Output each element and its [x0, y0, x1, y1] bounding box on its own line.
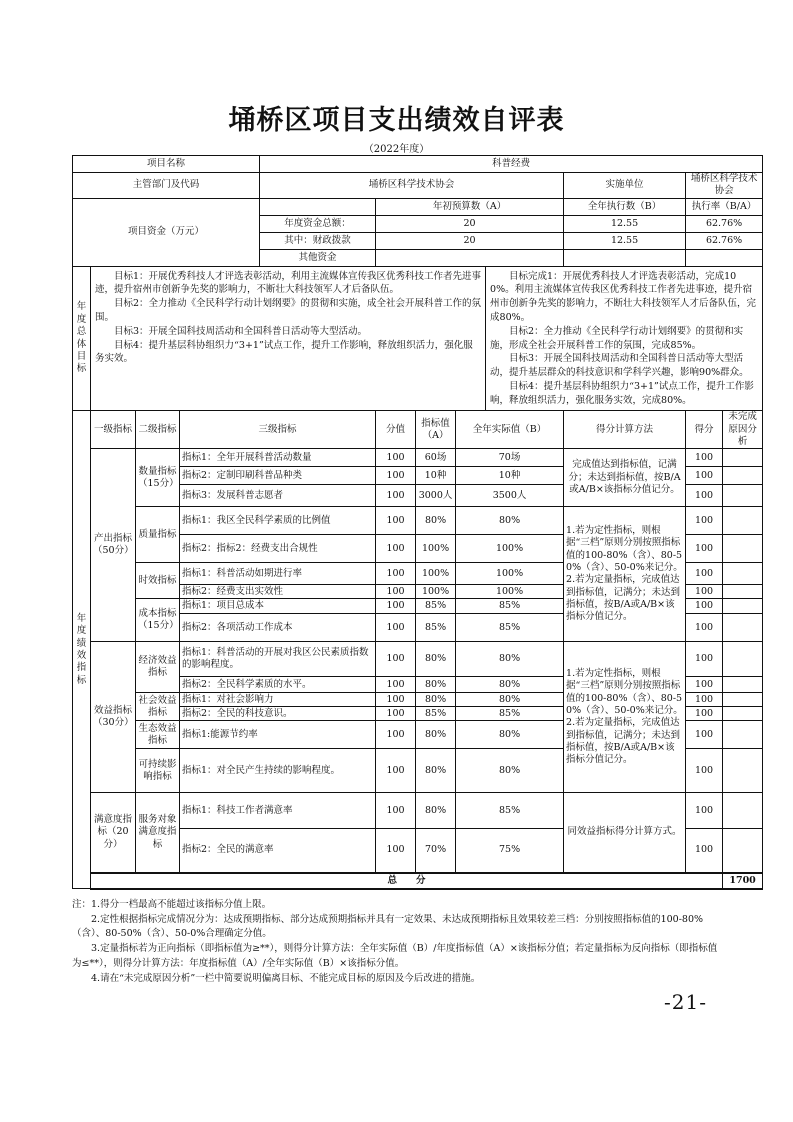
indicator-score: 100	[686, 721, 723, 749]
indicator-target: 80%	[416, 721, 456, 749]
goal-completion: 目标3：开展全国科技周活动和全国科普日活动等大型活动，提升基层群众的科技意识和学科学兴趣，影响90%群众。	[490, 353, 749, 379]
page-number: -21-	[664, 990, 707, 1014]
indicator-name: 指标1：我区全民科学素质的比例值	[180, 507, 376, 535]
implementing-unit-value: 埇桥区科学技术协会	[686, 173, 763, 199]
timeliness-subgroup-label: 时效指标	[136, 563, 180, 599]
indicator-weight: 100	[376, 707, 416, 721]
indicator-name: 指标3：发展科普志愿者	[180, 485, 376, 507]
indicator-weight: 100	[376, 599, 416, 614]
indicator-name: 指标1：对社会影响力	[180, 693, 376, 707]
goal-completion: 目标完成1：开展优秀科技人才评选表彰活动，完成100%。利用主流媒体宣传我区优秀科技工作者先进事迹，提升宿州市创新争先奖的影响力，不断壮大科技领军人才后备队伍，完成80%。	[490, 270, 757, 323]
indicator-row	[73, 449, 763, 467]
indicator-target: 85%	[416, 707, 456, 721]
quantity-subgroup-label: 数量指标（15分）	[136, 449, 180, 507]
indicator-weight: 100	[376, 485, 416, 507]
goal-completion: 目标2：全力推动《全民科学行动计划纲要》的贯彻和实施，形成全社会开展科普工作的氛围，完成85%。	[490, 325, 744, 351]
indicator-score: 100	[686, 449, 723, 467]
indicator-actual: 80%	[456, 721, 564, 749]
indicator-target: 85%	[416, 599, 456, 614]
indicator-name: 指标2：指标2：经费支出合规性	[180, 535, 376, 563]
indicator-weight: 100	[376, 829, 416, 873]
goal-target: 目标1：开展优秀科技人才评选表彰活动，利用主流媒体宣传我区优秀科技工作者先进事迹，提升宿州市创新争先奖的影响力，不断壮大科技领军人才后备队伍。	[95, 270, 482, 296]
col-header-actual: 全年实际值（B）	[456, 411, 564, 449]
annual-goals-label: 年度总体目标	[73, 266, 91, 411]
funds-rate	[686, 249, 763, 266]
benefit-group-label: 效益指标（30分）	[91, 642, 136, 793]
indicator-score: 100	[686, 535, 723, 563]
indicator-weight: 100	[376, 563, 416, 585]
indicator-target: 60场	[416, 449, 456, 467]
score-method-quantity: 完成值达到指标值，记满分；未达到指标值，按B/A或A/B×该指标分值记分。	[564, 449, 686, 507]
indicator-weight: 100	[376, 467, 416, 485]
indicator-actual: 10种	[456, 467, 564, 485]
output-group-label: 产出指标（50分）	[91, 449, 136, 642]
goal-target: 目标3：开展全国科技周活动和全国科普日活动等大型活动。	[114, 325, 368, 337]
indicator-reason	[723, 599, 763, 614]
total-row	[73, 873, 763, 889]
indicator-score: 100	[686, 563, 723, 585]
indicator-weight: 100	[376, 449, 416, 467]
score-method-output	[564, 507, 686, 642]
indicator-weight: 100	[376, 535, 416, 563]
indicator-actual: 85%	[456, 599, 564, 614]
department-row	[73, 173, 763, 199]
indicator-target: 70%	[416, 829, 456, 873]
col-header-level3: 三级指标	[180, 411, 376, 449]
indicator-score: 100	[686, 585, 723, 599]
indicator-target: 80%	[416, 507, 456, 535]
indicator-score: 100	[686, 677, 723, 693]
indicator-target: 100%	[416, 563, 456, 585]
indicator-reason	[723, 829, 763, 873]
indicator-row	[73, 793, 763, 829]
indicator-target: 80%	[416, 677, 456, 693]
page-subtitle: （2022年度）	[363, 144, 430, 155]
indicator-reason	[723, 793, 763, 829]
indicator-reason	[723, 563, 763, 585]
funds-rate: 62.76%	[686, 215, 763, 232]
indicator-actual: 80%	[456, 693, 564, 707]
indicator-target: 10种	[416, 467, 456, 485]
indicator-score: 100	[686, 599, 723, 614]
indicator-reason	[723, 449, 763, 467]
footnotes	[72, 898, 721, 986]
col-header-weight: 分值	[376, 411, 416, 449]
indicator-row	[73, 642, 763, 677]
indicator-target: 80%	[416, 693, 456, 707]
method-qualitative: 1.若为定性指标，则根据“三档”原则分别按照指标值的100-80%（含）、80-50%（含）、50-0%来记分。	[566, 525, 683, 574]
economic-subgroup-label: 经济效益指标	[136, 642, 180, 693]
indicator-actual: 85%	[456, 614, 564, 642]
funds-exec: 12.55	[564, 215, 686, 232]
indicator-actual: 80%	[456, 507, 564, 535]
indicator-name: 指标2：各项活动工作成本	[180, 614, 376, 642]
indicator-score: 100	[686, 467, 723, 485]
footnote: 4.请在“未完成原因分析”一栏中简要说明偏离目标、不能完成目标的原因及今后改进的措施。	[91, 972, 481, 984]
col-header-reason: 未完成原因分析	[723, 411, 763, 449]
indicator-score: 100	[686, 485, 723, 507]
indicator-weight: 100	[376, 642, 416, 677]
execution-column-header: 全年执行数（B）	[564, 198, 686, 215]
footnote: 2.定性根据指标完成情况分为：达成预期指标、部分达成预期指标并具有一定效果、未达成预期指标且效果较差三档：分别按照指标值的100-80%（含）、80-50%（含）、50-0%合理确定分值。	[72, 913, 704, 940]
indicator-actual: 80%	[456, 749, 564, 793]
footnote: 注：1.得分一档最高不能超过该指标分值上限。	[72, 899, 272, 910]
indicator-name: 指标2：全民的满意率	[180, 829, 376, 873]
indicator-reason	[723, 707, 763, 721]
funds-row-label: 其中：财政拨款	[260, 232, 376, 249]
funds-row-label: 年度资金总额：	[260, 215, 376, 232]
implementing-unit-label: 实施单位	[564, 173, 686, 199]
evaluation-table	[72, 155, 763, 890]
method-quantitative: 2.若为定量指标，完成值达到指标值，记满分；未达到指标值，按B/A或A/B×该指标分值记分。	[566, 574, 681, 623]
indicator-score: 100	[686, 707, 723, 721]
col-header-level1: 一级指标	[91, 411, 136, 449]
goal-completion: 目标4：提升基层科协组织力“3+1”试点工作，提升工作影响，释放组织活力，强化服务实效，完成80%。	[490, 380, 754, 406]
indicator-actual: 3500人	[456, 485, 564, 507]
perf-section-label: 年度绩效指标	[73, 411, 91, 889]
perf-header-row	[73, 411, 763, 449]
total-score: 1700	[723, 873, 763, 889]
indicator-target: 80%	[416, 642, 456, 677]
cost-subgroup-label: 成本指标（15分）	[136, 599, 180, 642]
indicator-target: 100%	[416, 535, 456, 563]
indicator-score: 100	[686, 829, 723, 873]
indicator-actual: 70场	[456, 449, 564, 467]
indicator-reason	[723, 614, 763, 642]
funds-rate: 62.76%	[686, 232, 763, 249]
indicator-score: 100	[686, 614, 723, 642]
service-subgroup-label: 服务对象满意度指标	[136, 793, 180, 873]
indicator-score: 100	[686, 749, 723, 793]
indicator-name: 指标1：全年开展科普活动数量	[180, 449, 376, 467]
indicator-reason	[723, 535, 763, 563]
indicator-target: 100%	[416, 585, 456, 599]
indicator-actual: 80%	[456, 642, 564, 677]
indicator-reason	[723, 721, 763, 749]
budget-column-header: 年初预算数（A）	[376, 198, 564, 215]
department-label: 主管部门及代码	[73, 173, 260, 199]
indicator-weight: 100	[376, 693, 416, 707]
indicator-name: 指标2：经费支出实效性	[180, 585, 376, 599]
page-title: 埇桥区项目支出绩效自评表	[228, 105, 565, 136]
project-name-label: 项目名称	[73, 156, 260, 173]
indicator-name: 指标1：科技工作者满意率	[180, 793, 376, 829]
indicator-reason	[723, 642, 763, 677]
col-header-score: 得分	[686, 411, 723, 449]
indicator-reason	[723, 677, 763, 693]
indicator-actual: 85%	[456, 707, 564, 721]
project-name-row	[73, 156, 763, 173]
indicator-reason	[723, 693, 763, 707]
funds-exec: 12.55	[564, 232, 686, 249]
indicator-weight: 100	[376, 749, 416, 793]
indicator-score: 100	[686, 693, 723, 707]
indicator-weight: 100	[376, 677, 416, 693]
indicator-name: 指标1：科普活动如期进行率	[180, 563, 376, 585]
funds-budget: 20	[376, 232, 564, 249]
goals-targets	[91, 266, 486, 411]
funds-budget	[376, 249, 564, 266]
indicator-actual: 100%	[456, 585, 564, 599]
indicator-reason	[723, 467, 763, 485]
total-label: 总 分	[91, 873, 723, 889]
social-subgroup-label: 社会效益指标	[136, 693, 180, 721]
indicator-weight: 100	[376, 507, 416, 535]
indicator-score: 100	[686, 507, 723, 535]
indicator-actual: 100%	[456, 535, 564, 563]
funds-exec	[564, 249, 686, 266]
footnote: 3.定量指标若为正向指标（即指标值为≥**），则得分计算方法：全年实际值（B）/年度指标值（A）×该指标分值；若定量指标为反向指标（即指标值为≤**），则得分计算方法：年度指标值（A）/全年实际值（B）×该指标分值。	[72, 943, 718, 969]
indicator-target: 80%	[416, 749, 456, 793]
col-header-target: 指标值（A）	[416, 411, 456, 449]
sustainable-subgroup-label: 可持续影响指标	[136, 749, 180, 793]
rate-column-header: 执行率（B/A）	[686, 198, 763, 215]
indicator-name: 指标1：项目总成本	[180, 599, 376, 614]
indicator-score: 100	[686, 793, 723, 829]
indicator-row	[73, 507, 763, 535]
indicator-actual: 85%	[456, 793, 564, 829]
annual-goals-row	[73, 266, 763, 411]
indicator-name: 指标2：全民科学素质的水平。	[180, 677, 376, 693]
col-header-level2: 二级指标	[136, 411, 180, 449]
indicator-weight: 100	[376, 721, 416, 749]
quality-subgroup-label: 质量指标	[136, 507, 180, 563]
goal-target: 目标4：提升基层科协组织力“3+1”试点工作，提升工作影响，释放组织活力，强化服务实效。	[95, 339, 473, 365]
indicator-reason	[723, 585, 763, 599]
score-method-benefit	[564, 642, 686, 793]
indicator-actual: 80%	[456, 677, 564, 693]
indicator-name: 指标1：科普活动的开展对我区公民素质指数的影响程度。	[180, 642, 376, 677]
satisfaction-group-label: 满意度指标（20分）	[91, 793, 136, 873]
indicator-reason	[723, 507, 763, 535]
funds-header-row	[73, 198, 763, 215]
indicator-actual: 75%	[456, 829, 564, 873]
funds-label: 项目资金（万元）	[73, 198, 260, 266]
indicator-weight: 100	[376, 793, 416, 829]
goal-target: 目标2：全力推动《全民科学行动计划纲要》的贯彻和实施，成全社会开展科普工作的氛围。	[95, 298, 482, 323]
indicator-reason	[723, 749, 763, 793]
method-quantitative: 2.若为定量指标，完成值达到指标值，记满分；未达到指标值，按B/A或A/B×该指标分值记分。	[566, 717, 681, 766]
indicator-name: 指标1:能源节约率	[180, 721, 376, 749]
funds-row-label: 其他资金	[260, 249, 376, 266]
indicator-name: 指标2：定制印刷科普品种类	[180, 467, 376, 485]
indicator-target: 80%	[416, 793, 456, 829]
indicator-reason	[723, 485, 763, 507]
indicator-score: 100	[686, 642, 723, 677]
department-value: 埇桥区科学技术协会	[260, 173, 564, 199]
indicator-actual: 100%	[456, 563, 564, 585]
indicator-weight: 100	[376, 585, 416, 599]
indicator-target: 3000人	[416, 485, 456, 507]
score-method-satisfaction: 同效益指标得分计算方式。	[564, 793, 686, 873]
funds-budget: 20	[376, 215, 564, 232]
project-name-value: 科普经费	[260, 156, 763, 173]
method-qualitative: 1.若为定性指标，则根据“三档”原则分别按照指标值的100-80%（含）、80-50%（含）、50-0%来记分。	[566, 668, 683, 717]
indicator-target: 85%	[416, 614, 456, 642]
indicator-name: 指标1：对全民产生持续的影响程度。	[180, 749, 376, 793]
goals-completions	[486, 266, 763, 411]
indicator-weight: 100	[376, 614, 416, 642]
indicator-name: 指标2：全民的科技意识。	[180, 707, 376, 721]
ecological-subgroup-label: 生态效益指标	[136, 721, 180, 749]
col-header-method: 得分计算方法	[564, 411, 686, 449]
